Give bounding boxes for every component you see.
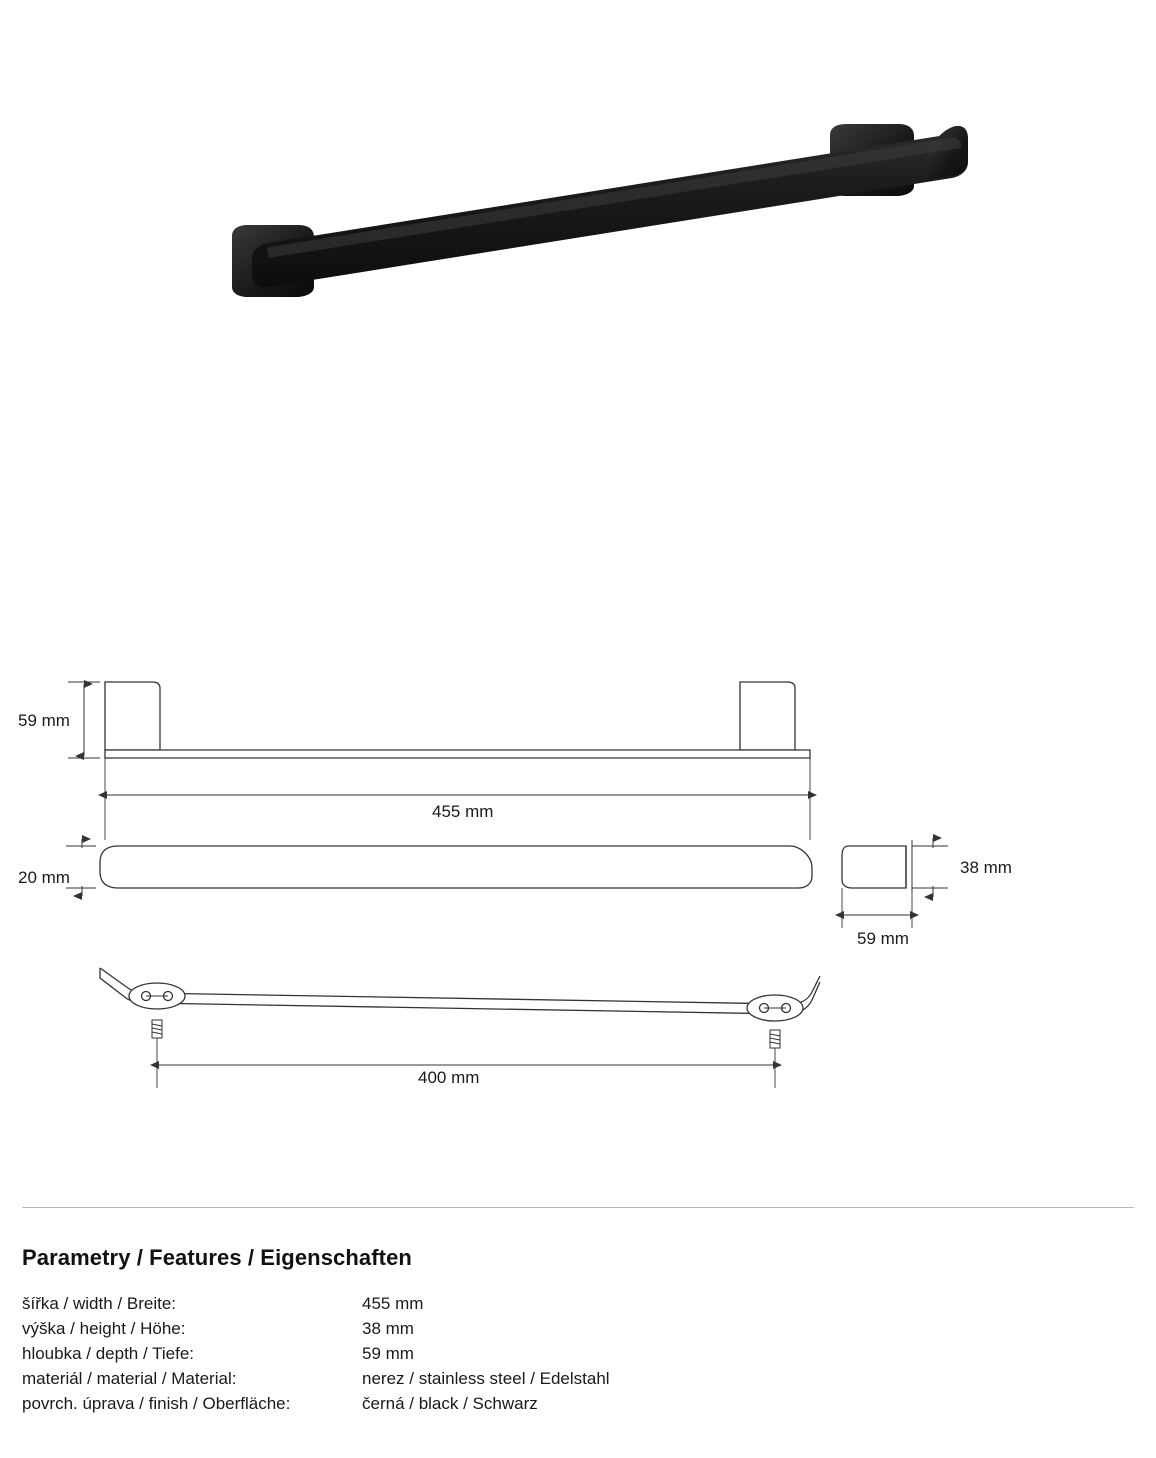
side-profile-view bbox=[100, 846, 812, 888]
parameter-row bbox=[22, 1366, 1122, 1391]
dim-height-38 bbox=[912, 838, 948, 897]
parameter-label: povrch. úprava / finish / Oberfläche: bbox=[22, 1394, 291, 1413]
top-view bbox=[100, 968, 820, 1021]
dim-label-hole-spacing-400: 400 mm bbox=[418, 1068, 480, 1087]
bar-highlight bbox=[267, 138, 961, 258]
front-view bbox=[105, 682, 810, 758]
dim-depth-59 bbox=[842, 888, 912, 928]
technical-drawing bbox=[0, 640, 1156, 1140]
parameter-value: nerez / stainless steel / Edelstahl bbox=[362, 1369, 610, 1388]
dim-label-height-59: 59 mm bbox=[18, 711, 70, 730]
dim-label-depth-20: 20 mm bbox=[18, 868, 70, 887]
parameter-row bbox=[22, 1341, 1122, 1366]
dim-depth-20 bbox=[66, 839, 96, 896]
parameters-title: Parametry / Features / Eigenschaften bbox=[22, 1245, 412, 1270]
parameter-row bbox=[22, 1391, 1122, 1416]
dim-label-height-38: 38 mm bbox=[960, 858, 1012, 877]
section-divider bbox=[22, 1207, 1134, 1208]
parameters-section bbox=[22, 1245, 1122, 1416]
parameter-label: hloubka / depth / Tiefe: bbox=[22, 1344, 195, 1363]
mounting-screws bbox=[152, 1020, 780, 1048]
parameter-row bbox=[22, 1291, 1122, 1316]
dim-label-width-455: 455 mm bbox=[432, 802, 494, 821]
end-view bbox=[842, 840, 912, 892]
product-photo bbox=[0, 0, 1156, 400]
parameter-value: 59 mm bbox=[362, 1344, 414, 1363]
dim-height-59 bbox=[68, 682, 100, 758]
parameter-row bbox=[22, 1316, 1122, 1341]
dim-label-depth-59: 59 mm bbox=[857, 929, 909, 948]
parameter-label: materiál / material / Material: bbox=[22, 1369, 237, 1388]
parameter-label: šířka / width / Breite: bbox=[22, 1294, 176, 1313]
parameter-value: černá / black / Schwarz bbox=[362, 1394, 538, 1413]
parameter-value: 455 mm bbox=[362, 1294, 424, 1313]
technical-drawing-svg bbox=[0, 640, 1156, 1140]
parameter-label: výška / height / Höhe: bbox=[22, 1319, 186, 1338]
parameter-value: 38 mm bbox=[362, 1319, 414, 1338]
product-photo-illustration bbox=[0, 0, 1156, 400]
